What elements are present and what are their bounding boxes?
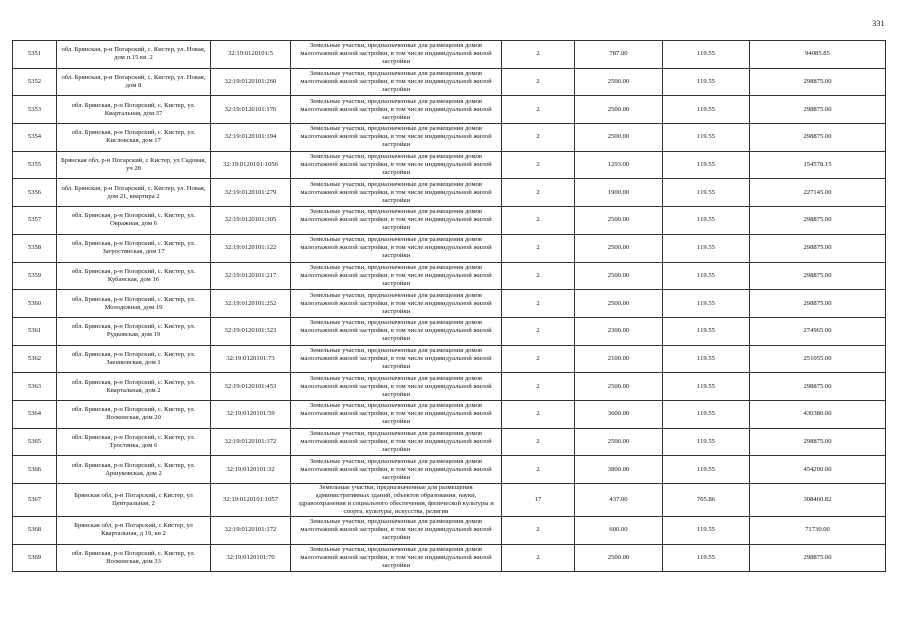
area-cell: 3800.00 [575, 456, 663, 484]
cadastral-number-cell: 32:19:0120101:59 [211, 400, 291, 428]
row-number-cell: 5363 [13, 373, 57, 401]
rate-cell: 119.55 [663, 41, 750, 69]
area-cell: 437.00 [575, 484, 663, 517]
cadastral-value-cell: 71730.00 [750, 517, 886, 545]
address-cell: обл. Брянская, р-н Погарский, с. Кистер, ул. Аршуковская, дом 2 [57, 456, 211, 484]
land-use-cell: Земельные участки, предназначенные для размещения домов малоэтажной жилой застройки, в том числе индивидуальной жилой застройки [291, 41, 502, 69]
table-row [13, 262, 886, 290]
category-code-cell: 2 [502, 400, 575, 428]
address-cell: обл. Брянская, р-н Погарский, с. Кистер, ул. Кубанская, дом 16 [57, 262, 211, 290]
row-number-cell: 5367 [13, 484, 57, 517]
area-cell: 1900.00 [575, 179, 663, 207]
land-use-cell: Земельные участки, предназначенные для размещения домов малоэтажной жилой застройки, в том числе индивидуальной жилой застройки [291, 179, 502, 207]
address-cell: обл. Брянская, р-н Погарский, с. Кистер, ул. Новая, дом 21, квартира 2 [57, 179, 211, 207]
cadastral-number-cell: 32:19:0120101:194 [211, 124, 291, 152]
rate-cell: 119.55 [663, 262, 750, 290]
table-row [13, 428, 886, 456]
table-row [13, 400, 886, 428]
table-row [13, 96, 886, 124]
cadastral-number-cell: 32:19:0120101:122 [211, 234, 291, 262]
cadastral-number-cell: 32:19:0120101:1056 [211, 151, 291, 179]
area-cell: 2500.00 [575, 96, 663, 124]
cadastral-value-cell: 454290.00 [750, 456, 886, 484]
cadastral-value-cell: 308460.82 [750, 484, 886, 517]
category-code-cell: 2 [502, 179, 575, 207]
address-cell: обл. Брянская, р-н Погарский, с. Кистер, ул. Волконская, дом 33 [57, 544, 211, 572]
address-cell: обл. Брянская, р-н Погарский, с. Кистер, ул. Заешковская, дом 1 [57, 345, 211, 373]
land-use-cell: Земельные участки, предназначенные для размещения домов малоэтажной жилой застройки, в том числе индивидуальной жилой застройки [291, 234, 502, 262]
cadastral-value-cell: 430380.00 [750, 400, 886, 428]
table-row [13, 544, 886, 572]
cadastral-number-cell: 32:19:0120101:323 [211, 317, 291, 345]
land-use-cell: Земельные участки, предназначенные для размещения домов малоэтажной жилой застройки, в том числе индивидуальной жилой застройки [291, 456, 502, 484]
rate-cell: 119.55 [663, 456, 750, 484]
land-use-cell: Земельные участки, предназначенные для размещения домов малоэтажной жилой застройки, в том числе индивидуальной жилой застройки [291, 68, 502, 96]
cadastral-number-cell: 32:19:0120101:252 [211, 290, 291, 318]
cadastral-number-cell: 32:19:0120101:217 [211, 262, 291, 290]
rate-cell: 119.55 [663, 207, 750, 235]
table-row [13, 124, 886, 152]
area-cell: 2500.00 [575, 428, 663, 456]
cadastral-number-cell: 32:19:0120101:305 [211, 207, 291, 235]
cadastral-number-cell: 32:19:0120101:1057 [211, 484, 291, 517]
rate-cell: 119.55 [663, 317, 750, 345]
rate-cell: 119.55 [663, 151, 750, 179]
address-cell: обл. Брянская, р-н Погарский, с. Кистер, ул. Квартальная, дом 2 [57, 373, 211, 401]
cadastral-value-cell: 298875.00 [750, 262, 886, 290]
address-cell: обл. Брянская, р-н Погарский, с. Кистер, ул. Новая, дом п.15 кв. 2 [57, 41, 211, 69]
table-row [13, 517, 886, 545]
address-cell: Брянская обл, р-н Погарский, с Кистер, ул Центральная, 2 [57, 484, 211, 517]
table-row [13, 317, 886, 345]
table-row [13, 41, 886, 69]
rate-cell: 119.55 [663, 400, 750, 428]
table-row [13, 290, 886, 318]
category-code-cell: 2 [502, 456, 575, 484]
cadastral-number-cell: 32:19:0120101:70 [211, 544, 291, 572]
rate-cell: 119.55 [663, 68, 750, 96]
cadastral-number-cell: 32:19:0120101:73 [211, 345, 291, 373]
table-row [13, 234, 886, 262]
category-code-cell: 2 [502, 262, 575, 290]
category-code-cell: 2 [502, 207, 575, 235]
cadastral-number-cell: 32:19:0120101:453 [211, 373, 291, 401]
row-number-cell: 5353 [13, 96, 57, 124]
land-use-cell: Земельные участки, предназначенные для размещения домов малоэтажной жилой застройки, в том числе индивидуальной жилой застройки [291, 317, 502, 345]
category-code-cell: 2 [502, 234, 575, 262]
rate-cell: 119.55 [663, 345, 750, 373]
cadastral-value-cell: 94085.85 [750, 41, 886, 69]
table-row [13, 207, 886, 235]
land-use-cell: Земельные участки, предназначенные для размещения домов малоэтажной жилой застройки, в том числе индивидуальной жилой застройки [291, 96, 502, 124]
cadastral-value-cell: 298875.00 [750, 428, 886, 456]
cadastral-number-cell: 32:19:0120101:260 [211, 68, 291, 96]
area-cell: 3600.00 [575, 400, 663, 428]
address-cell: обл. Брянская, р-н Погарский, с. Кистер, ул. Волконская, дом 20 [57, 400, 211, 428]
row-number-cell: 5364 [13, 400, 57, 428]
row-number-cell: 5362 [13, 345, 57, 373]
land-use-cell: Земельные участки, предназначенные для размещения домов малоэтажной жилой застройки, в том числе индивидуальной жилой застройки [291, 373, 502, 401]
area-cell: 2500.00 [575, 290, 663, 318]
address-cell: обл. Брянская, р-н Погарский, с. Кистер, ул. Квартальная, дом 37 [57, 96, 211, 124]
cadastral-value-cell: 298875.00 [750, 290, 886, 318]
area-cell: 2100.00 [575, 345, 663, 373]
rate-cell: 119.55 [663, 290, 750, 318]
table-row [13, 68, 886, 96]
address-cell: обл. Брянская, р-н Погарский, с. Кистер, ул. Рудковская, дом 19 [57, 317, 211, 345]
land-use-cell: Земельные участки, предназначенные для размещения домов малоэтажной жилой застройки, в том числе индивидуальной жилой застройки [291, 544, 502, 572]
area-cell: 1293.00 [575, 151, 663, 179]
address-cell: обл. Брянская, р-н Погарский, с. Кистер, ул. Овражная, дом 6 [57, 207, 211, 235]
rate-cell: 119.55 [663, 373, 750, 401]
row-number-cell: 5357 [13, 207, 57, 235]
cadastral-value-cell: 298875.00 [750, 96, 886, 124]
area-cell: 2300.00 [575, 317, 663, 345]
land-use-cell: Земельные участки, предназначенные для размещения домов малоэтажной жилой застройки, в том числе индивидуальной жилой застройки [291, 151, 502, 179]
rate-cell: 119.55 [663, 96, 750, 124]
table-row [13, 151, 886, 179]
land-use-cell: Земельные участки, предназначенные для размещения домов малоэтажной жилой застройки, в том числе индивидуальной жилой застройки [291, 400, 502, 428]
table-row [13, 456, 886, 484]
cadastral-number-cell: 32:19:0120101:32 [211, 456, 291, 484]
cadastral-number-cell: 32:19:0120101:372 [211, 428, 291, 456]
category-code-cell: 2 [502, 345, 575, 373]
rate-cell: 119.55 [663, 428, 750, 456]
row-number-cell: 5368 [13, 517, 57, 545]
row-number-cell: 5361 [13, 317, 57, 345]
land-use-cell: Земельные участки, предназначенные для размещения домов малоэтажной жилой застройки, в том числе индивидуальной жилой застройки [291, 207, 502, 235]
rate-cell: 119.55 [663, 544, 750, 572]
category-code-cell: 17 [502, 484, 575, 517]
category-code-cell: 2 [502, 544, 575, 572]
area-cell: 2500.00 [575, 373, 663, 401]
category-code-cell: 2 [502, 290, 575, 318]
area-cell: 600.00 [575, 517, 663, 545]
table-row [13, 373, 886, 401]
cadastral-value-cell: 298875.00 [750, 68, 886, 96]
land-register-table [12, 40, 886, 572]
row-number-cell: 5351 [13, 41, 57, 69]
table-row [13, 179, 886, 207]
rate-cell: 705.86 [663, 484, 750, 517]
row-number-cell: 5365 [13, 428, 57, 456]
cadastral-value-cell: 298875.00 [750, 124, 886, 152]
cadastral-value-cell: 251055.00 [750, 345, 886, 373]
area-cell: 2500.00 [575, 207, 663, 235]
address-cell: обл. Брянская, р-н Погарский, с. Кистер, ул. Молодежная, дом 19 [57, 290, 211, 318]
category-code-cell: 2 [502, 428, 575, 456]
land-use-cell: Земельные участки, предназначенные для размещения домов малоэтажной жилой застройки, в том числе индивидуальной жилой застройки [291, 517, 502, 545]
cadastral-number-cell: 32:19:0120101:176 [211, 96, 291, 124]
category-code-cell: 2 [502, 317, 575, 345]
table-row [13, 345, 886, 373]
cadastral-value-cell: 298875.00 [750, 373, 886, 401]
area-cell: 2500.00 [575, 262, 663, 290]
cadastral-value-cell: 298875.00 [750, 234, 886, 262]
rate-cell: 119.55 [663, 517, 750, 545]
land-use-cell: Земельные участки, предназначенные для размещения домов малоэтажной жилой застройки, в том числе индивидуальной жилой застройки [291, 290, 502, 318]
address-cell: обл. Брянская, р-н Погарский, с. Кистер, ул. Кисловская, дом 17 [57, 124, 211, 152]
address-cell: Брянская обл, р-н Погарский, с Кистер, ул Квартальная, д 19, кв 2 [57, 517, 211, 545]
land-use-cell: Земельные участки, предназначенные для размещения административных зданий, объектов образования, науки, здравоохранения и социального обеспечения, физической культуры и спорта, культуры, искусства, религии [291, 484, 502, 517]
cadastral-value-cell: 274965.00 [750, 317, 886, 345]
land-use-cell: Земельные участки, предназначенные для размещения домов малоэтажной жилой застройки, в том числе индивидуальной жилой застройки [291, 428, 502, 456]
row-number-cell: 5356 [13, 179, 57, 207]
row-number-cell: 5360 [13, 290, 57, 318]
row-number-cell: 5355 [13, 151, 57, 179]
cadastral-value-cell: 227145.00 [750, 179, 886, 207]
category-code-cell: 2 [502, 68, 575, 96]
table-row [13, 484, 886, 517]
row-number-cell: 5359 [13, 262, 57, 290]
row-number-cell: 5352 [13, 68, 57, 96]
address-cell: обл. Брянская, р-н Погарский, с. Кистер, ул. Новая, дом 8 [57, 68, 211, 96]
area-cell: 2500.00 [575, 544, 663, 572]
land-use-cell: Земельные участки, предназначенные для размещения домов малоэтажной жилой застройки, в том числе индивидуальной жилой застройки [291, 345, 502, 373]
land-use-cell: Земельные участки, предназначенные для размещения домов малоэтажной жилой застройки, в том числе индивидуальной жилой застройки [291, 124, 502, 152]
area-cell: 2500.00 [575, 234, 663, 262]
address-cell: обл. Брянская, р-н Погарский, с. Кистер, ул. Тростянка, дом 6 [57, 428, 211, 456]
row-number-cell: 5358 [13, 234, 57, 262]
category-code-cell: 2 [502, 96, 575, 124]
row-number-cell: 5354 [13, 124, 57, 152]
area-cell: 2500.00 [575, 124, 663, 152]
address-cell: Брянская обл, р-н Погарский, с Кистер, ул Садовая, уч 28 [57, 151, 211, 179]
land-use-cell: Земельные участки, предназначенные для размещения домов малоэтажной жилой застройки, в том числе индивидуальной жилой застройки [291, 262, 502, 290]
cadastral-number-cell: 32:19:0120101:279 [211, 179, 291, 207]
category-code-cell: 2 [502, 373, 575, 401]
rate-cell: 119.55 [663, 124, 750, 152]
rate-cell: 119.55 [663, 234, 750, 262]
cadastral-value-cell: 298875.00 [750, 207, 886, 235]
category-code-cell: 2 [502, 517, 575, 545]
address-cell: обл. Брянская, р-н Погарский, с. Кистер, ул. Затростянская, дом 17 [57, 234, 211, 262]
row-number-cell: 5366 [13, 456, 57, 484]
cadastral-number-cell: 32:19:0120101:5 [211, 41, 291, 69]
area-cell: 2500.00 [575, 68, 663, 96]
area-cell: 787.00 [575, 41, 663, 69]
rate-cell: 119.55 [663, 179, 750, 207]
category-code-cell: 2 [502, 151, 575, 179]
category-code-cell: 2 [502, 41, 575, 69]
category-code-cell: 2 [502, 124, 575, 152]
cadastral-number-cell: 32:19:0120101:172 [211, 517, 291, 545]
cadastral-value-cell: 298875.00 [750, 544, 886, 572]
page-number: 331 [872, 18, 885, 28]
cadastral-value-cell: 154578.15 [750, 151, 886, 179]
row-number-cell: 5369 [13, 544, 57, 572]
